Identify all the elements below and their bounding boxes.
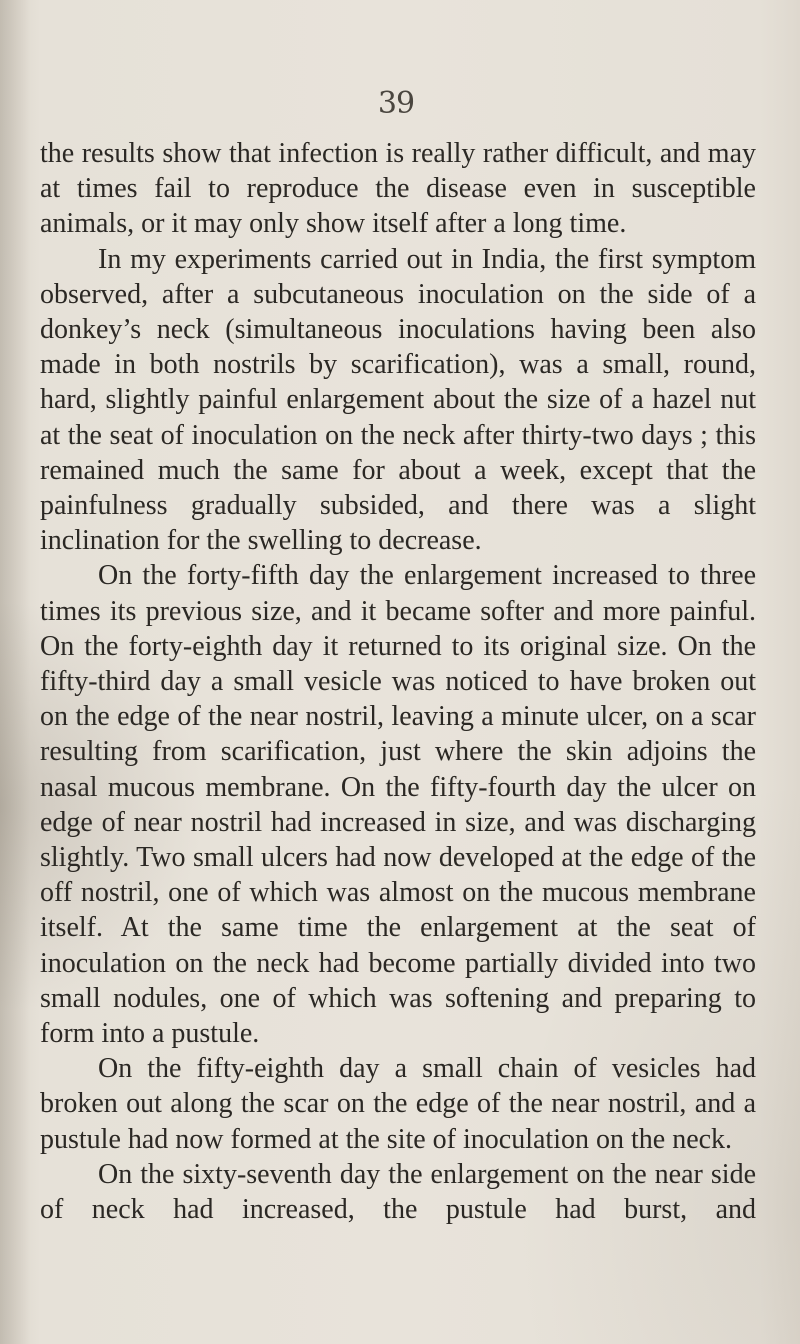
page-gutter-shadow xyxy=(0,0,30,1344)
paragraph-fifty-eighth-day: On the fifty-eighth day a small chain of vesicles had broken out along the scar on the edge of the near nostril, and a pustule had now formed at the site of inoculation on the neck. xyxy=(40,1053,756,1155)
paragraph-sixty-seventh-day: On the sixty-seventh day the enlargement on the near side of neck had increased, the pustule had burst, and xyxy=(40,1158,756,1226)
paragraph-forty-fifth-day: On the forty-fifth day the enlargement increased to three times its previous size, and it became softer and more painful. On the forty-eighth day it returned to its original size. On the fifty-third day a small vesicle was noticed to have broken out on the edge of the near nostril, leaving a minute ulcer, on a scar resulting from scarification, just where the skin adjoins the nasal mucous membrane. On the fifty-fourth day the ulcer on edge of near nostril had increased in size, and was discharging slightly. Two small ulcers had now developed at the edge of the off nostril, one of which was almost on the mucous membrane itself. At the same time the enlargement at the seat of inoculation on the neck had become partially divided into two small nodules, one of which was softening and preparing to form into a pustule. xyxy=(40,560,756,1050)
paragraph-india-experiments: In my experiments carried out in India, the first symptom observed, after a subcutaneous inoculation on the side of a donkey’s neck (simultaneous inoculations having been also made in both nostrils by scarification), was a small, round, hard, slightly painful enlargement about the size of a hazel nut at the seat of inoculation on the neck after thirty-two days ; this remained much the same for about a week, except that the painfulness gradually subsided, and there was a slight inclination for the swelling to decrease. xyxy=(40,243,756,557)
body-text xyxy=(40,136,756,1227)
paragraph-continuation: the results show that infection is really rather difficult, and may at times fail to reproduce the disease even in susceptible animals, or it may only show itself after a long time. xyxy=(40,138,756,240)
page-number: 39 xyxy=(377,86,415,121)
